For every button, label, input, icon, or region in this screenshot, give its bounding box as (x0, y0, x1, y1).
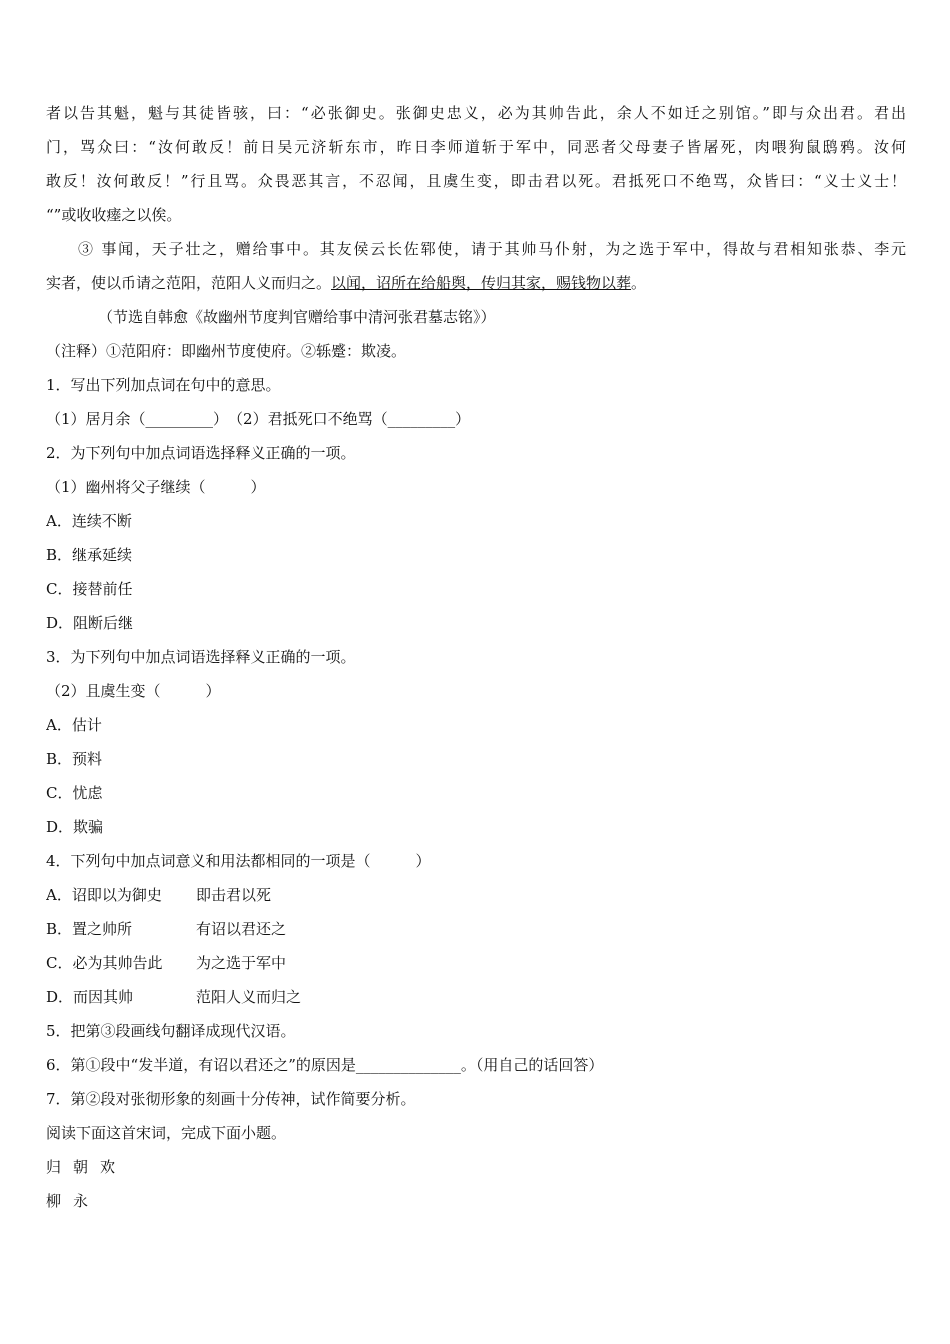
option-b (46, 912, 906, 946)
question-2-title: 2．为下列句中加点词语选择释义正确的一项。 (46, 444, 356, 462)
poem-author: 柳永 (46, 1192, 101, 1210)
option-a (46, 878, 906, 912)
passage-line: 门，骂众曰：“汝何敢反！前日吴元济斩东市，昨日李师道斩于军中，同恶者父母妻子皆屠死，肉喂狗鼠鸱鸦。汝何 (46, 138, 906, 156)
passage-line: 者以告其魁，魁与其徒皆骇，曰：“必张御史。张御史忠义，必为其帅告此，余人不如迁之别馆。”即与众出君。君出 (46, 104, 906, 122)
passage-paragraph-3: ③ 事闻，天子壮之，赠给事中。其友侯云长佐郓使，请于其帅马仆射，为之选于军中，得故与君相知张恭、李元 (78, 240, 906, 258)
option-c-left: C．必为其帅告此 (46, 954, 163, 972)
question-1-items: （1）居月余（_________） （2）君抵死口不绝骂（_________） (46, 410, 471, 428)
question-3-title: 3．为下列句中加点词语选择释义正确的一项。 (46, 648, 356, 666)
option-d: D．欺骗 (46, 818, 104, 836)
passage-text: 。 (631, 274, 647, 292)
poem-intro: 阅读下面这首宋词，完成下面小题。 (46, 1124, 287, 1142)
question-2-stem: （1）幽州将父子继续（ ） (46, 478, 266, 496)
question-1-title: 1．写出下列加点词在句中的意思。 (46, 376, 281, 394)
exam-page (46, 96, 906, 1218)
passage-text: 实者，使以币请之范阳，范阳人义而归之。 (46, 274, 332, 292)
underlined-sentence: 以闻，诏所在给船舆，传归其家，赐钱物以葬 (331, 274, 632, 292)
option-a: A．连续不断 (46, 512, 132, 530)
passage-line: 敢反！汝何敢反！”行且骂。众畏恶其言，不忍闻，且虞生变，即击君以死。君抵死口不绝骂，众皆曰：“义士义士！ (46, 172, 906, 190)
option-b-right: 有诏以君还之 (196, 920, 287, 938)
option-c: C．忧虑 (46, 784, 103, 802)
option-c-right: 为之选于军中 (196, 954, 287, 972)
question-6: 6．第①段中“发半道，有诏以君还之”的原因是______________。（用自己的话回答） (46, 1056, 604, 1074)
option-b: B．预料 (46, 750, 103, 768)
option-a-left: A．诏即以为御史 (46, 886, 162, 904)
question-4-title: 4．下列句中加点词意义和用法都相同的一项是（ ） (46, 852, 431, 870)
option-c (46, 946, 906, 980)
option-a-right: 即击君以死 (196, 886, 272, 904)
question-5: 5．把第③段画线句翻译成现代汉语。 (46, 1022, 296, 1040)
option-c: C．接替前任 (46, 580, 133, 598)
passage-line (46, 266, 906, 300)
question-3-stem: （2）且虞生变（ ） (46, 682, 221, 700)
option-d-left: D．而因其帅 (46, 988, 134, 1006)
option-a: A．估计 (46, 716, 102, 734)
passage-note: （注释）①范阳府：即幽州节度使府。②轹蹙：欺凌。 (46, 342, 407, 360)
question-7: 7．第②段对张彻形象的刻画十分传神，试作简要分析。 (46, 1090, 416, 1108)
passage-source: （节选自韩愈《故幽州节度判官赠给事中清河张君墓志铭》） (98, 308, 496, 326)
passage-line: “”或收收瘗之以俟。 (46, 206, 182, 224)
option-b: B．继承延续 (46, 546, 133, 564)
option-d (46, 980, 906, 1014)
poem-title: 归朝欢 (46, 1158, 128, 1176)
option-d: D．阻断后继 (46, 614, 134, 632)
option-d-right: 范阳人义而归之 (196, 988, 302, 1006)
option-b-left: B．置之帅所 (46, 920, 133, 938)
